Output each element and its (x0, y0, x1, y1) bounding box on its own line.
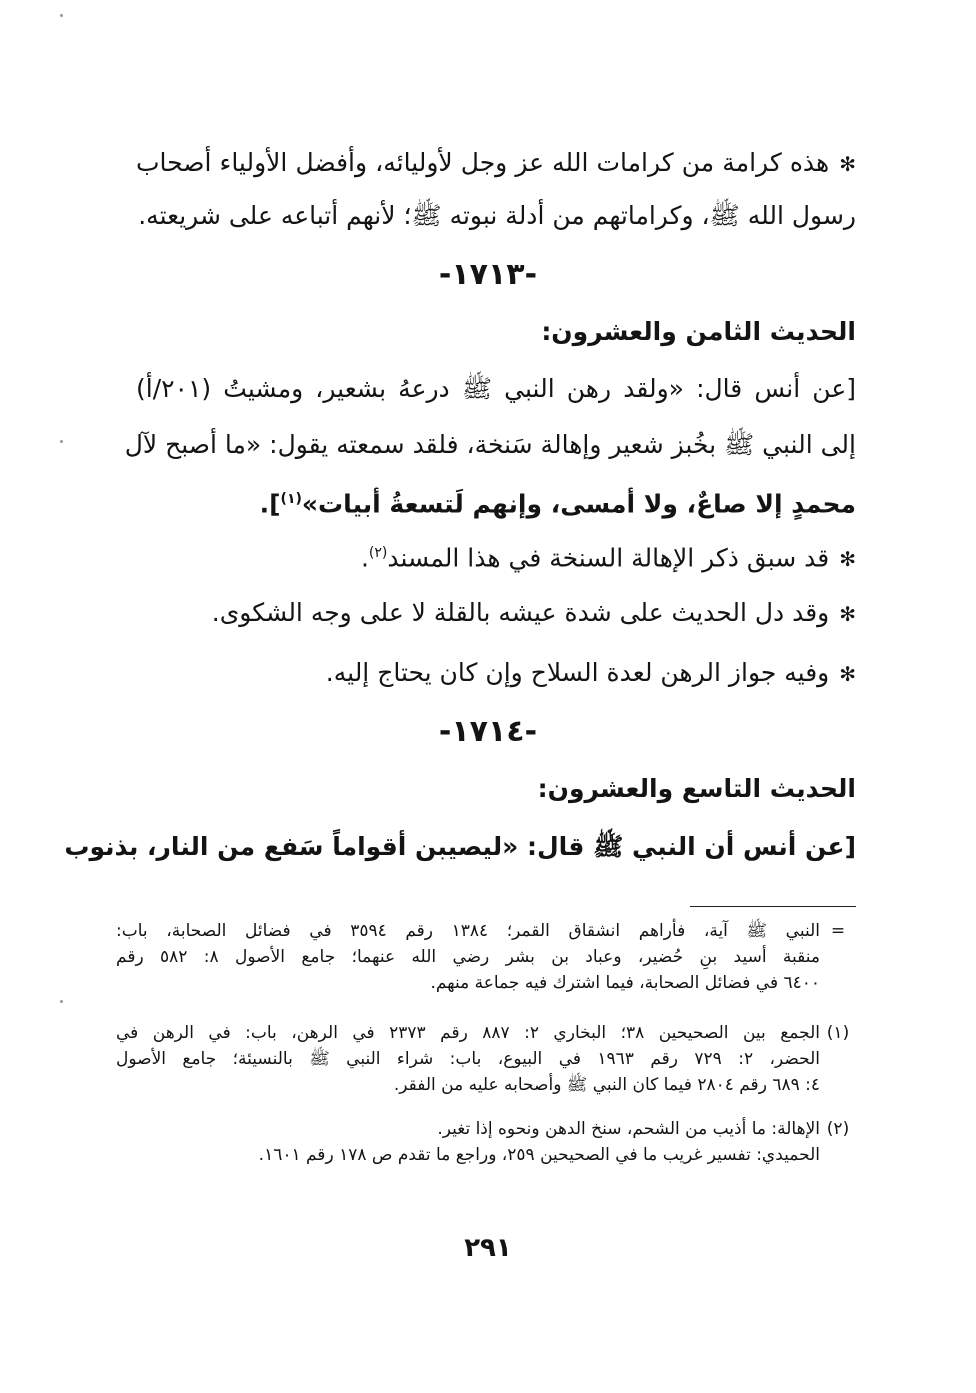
hadith-1713-text-2: إلى النبي ﷺ بخُبز شعير وإهالة سَنخة، فلقد سمعته يقول: «ما أصبح لآل (124, 430, 856, 459)
footnote-ref-2: (٢) (368, 545, 388, 561)
hadith-1714-line-1 (64, 830, 856, 864)
footnote-1-line-2: الحضر، ٢: ٧٢٩ رقم ١٩٦٣ في البيوع، باب: شراء النبي ﷺ بالنسيئة؛ جامع الأصول (116, 1049, 820, 1069)
hadith-1713-line-1 (136, 372, 856, 406)
asterisk-bullet-icon: ✻ (839, 547, 856, 572)
intro-line-2 (136, 199, 856, 233)
hadith-1713-text-3-end: ]. (259, 489, 281, 519)
hadith-1713-line-3 (136, 482, 856, 521)
footnote-ref-1: (١) (280, 491, 302, 507)
intro-text-1: هذه كرامة من كرامات الله عز وجل لأوليائه، وأفضل الأولياء أصحاب (136, 148, 830, 177)
footnote-1-line-1: الجمع بين الصحيحين ٣٨؛ البخاري ٢: ٨٨٧ رقم ٢٣٧٣ في الرهن، باب: في الرهن في (116, 1023, 820, 1043)
hadith-1714-text-1: [عن أنس أن النبي ﷺ قال: «ليصيبن أقواماً سَفع من النار، بذنوب (64, 832, 856, 861)
note-1 (136, 536, 856, 576)
hadith-number-1713: -١٧١٣- (438, 257, 538, 292)
footnote-2-marker: (٢) (826, 1119, 850, 1139)
note-2-text: وقد دل الحديث على شدة عيشه بالقلة لا على وجه الشكوى. (211, 598, 830, 627)
footnote-continuation (116, 918, 856, 996)
hadith-1713-text-1: [عن أنس قال: «ولقد رهن النبي ﷺ درعهُ بشعير، ومشيتُ (٢٠١/أ) (136, 374, 856, 403)
note-2 (136, 596, 856, 631)
footnote-2 (116, 1116, 856, 1168)
footnote-continuation-marker: = (830, 921, 846, 941)
hadith-1713-text-3: محمدٍ إلا صاعٌ، ولا أمسى، وإنهم لَتسعةُ أبيات» (301, 489, 856, 519)
page-number: ٢٩١ (464, 1233, 512, 1263)
section-title-29: الحديث التاسع والعشرون: (537, 774, 856, 803)
intro-text-2: رسول الله ﷺ، وكراماتهم من أدلة نبوته ﷺ؛ لأنهم أتباعه على شريعته. (138, 201, 856, 230)
intro-line-1 (136, 146, 856, 181)
footnote-1-line-3: ٤: ٦٨٩ رقم ٢٨٠٤ فيما كان النبي ﷺ وأصحابه عليه من الفقر. (393, 1075, 820, 1095)
note-1-text: قد سبق ذكر الإهالة السنخة في هذا المسند (387, 543, 830, 573)
note-3-text: وفيه جواز الرهن لعدة السلاح وإن كان يحتاج إليه. (325, 658, 830, 687)
note-1-end: . (360, 543, 369, 573)
footnote-2-line-1: الإهالة: ما أذيب من الشحم، سنخ الدهن ونحوه إذا تغير. (437, 1119, 820, 1139)
footnote-cont-line-2: منقبة أسيد بنِ حُضير، وعباد بن بشر رضي الله عنهما؛ جامع الأصول ٨: ٥٨٢ رقم (116, 947, 820, 967)
footnote-1 (116, 1020, 856, 1098)
footnote-cont-line-3: ٦٤٠٠ في فضائل الصحابة، فيما اشترك فيه جماعة منهم. (430, 973, 820, 993)
note-3 (136, 656, 856, 691)
asterisk-bullet-icon: ✻ (839, 662, 856, 686)
footnote-1-marker: (١) (826, 1023, 850, 1043)
asterisk-bullet-icon: ✻ (839, 152, 856, 176)
asterisk-bullet-icon: ✻ (839, 602, 856, 626)
footnote-divider (690, 906, 856, 907)
scan-speck (60, 14, 63, 17)
section-title-28: الحديث الثامن والعشرون: (541, 317, 856, 346)
footnote-cont-line-1: النبي ﷺ آية، فأراهم انشقاق القمر؛ ١٣٨٤ رقم ٣٥٩٤ في فضائل الصحابة، باب: (116, 921, 820, 941)
scan-speck (60, 1000, 63, 1003)
footnote-2-line-2: الحميدي: تفسير غريب ما في الصحيحين ٢٥٩، وراجع ما تقدم ص ١٧٨ رقم ١٦٠١. (258, 1145, 820, 1165)
hadith-number-1714: -١٧١٤- (438, 714, 538, 749)
hadith-1713-line-2 (124, 428, 856, 462)
scan-speck (60, 440, 63, 443)
